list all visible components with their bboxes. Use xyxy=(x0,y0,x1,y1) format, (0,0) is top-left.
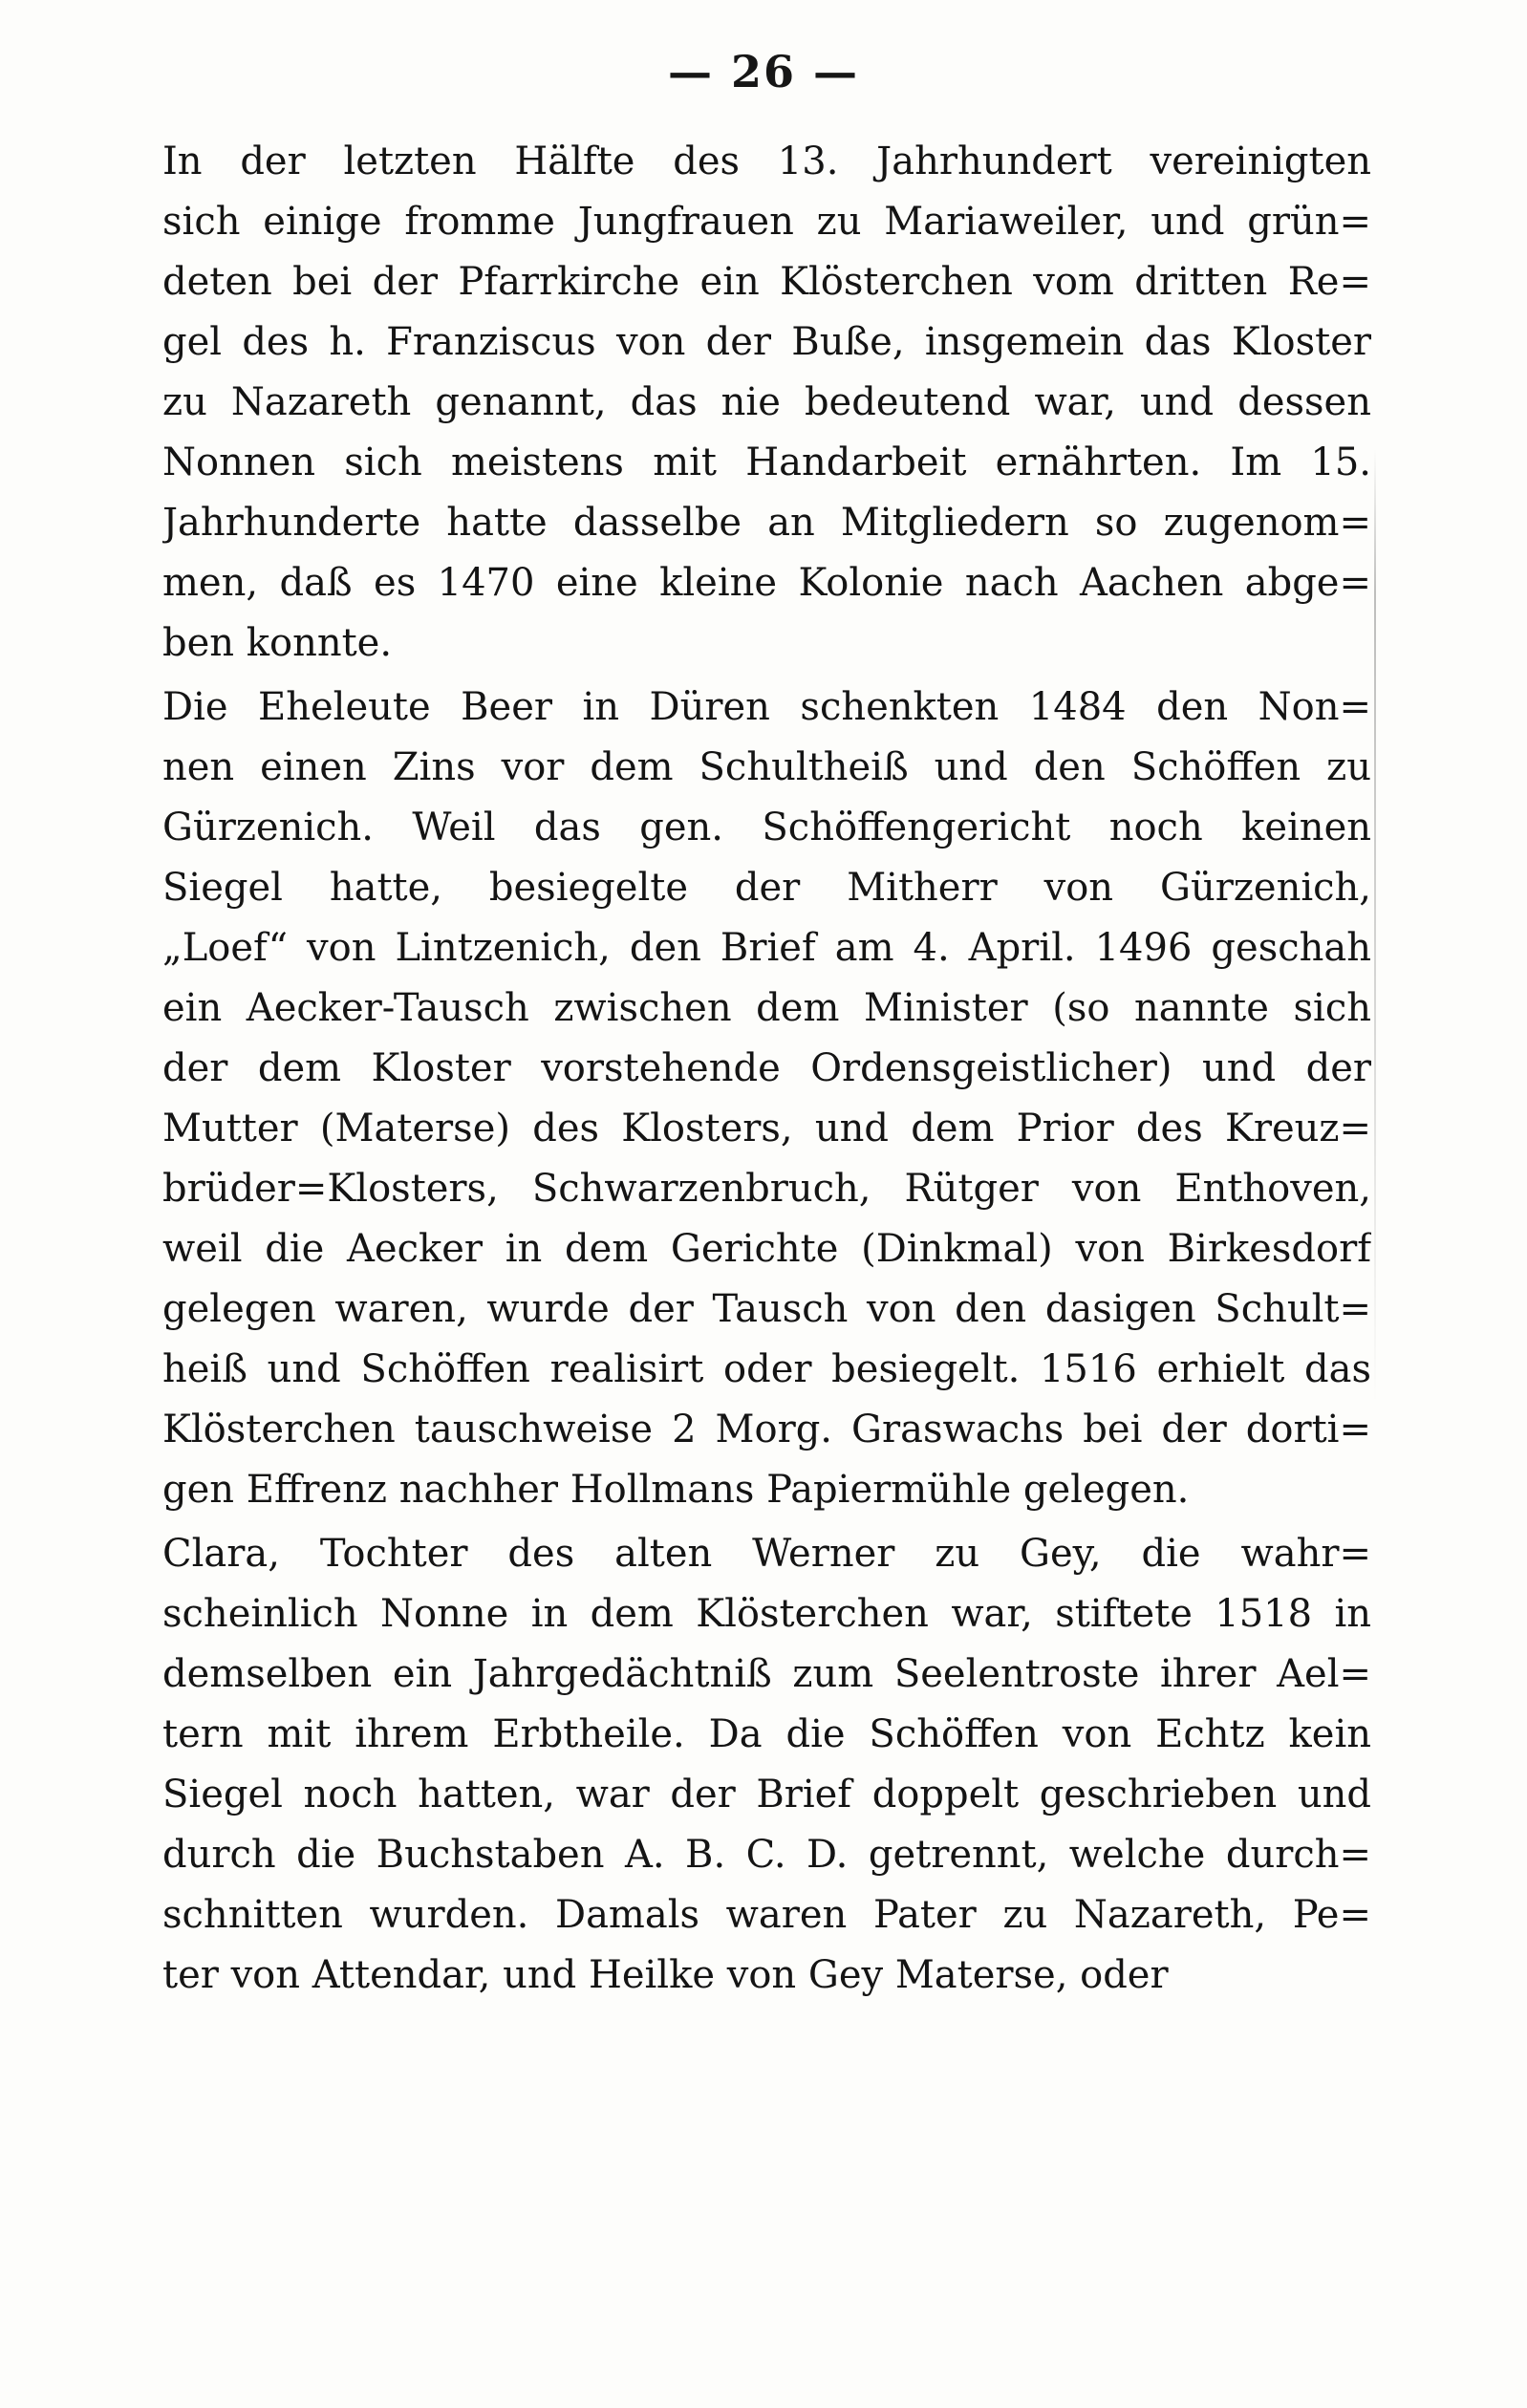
text-line: gel des h. Franziscus von der Buße, insgemein das Kloster xyxy=(162,320,1371,364)
text-line: Siegel hatte, besiegelte der Mitherr von Gürzenich, xyxy=(162,866,1371,910)
text-line: Clara, Tochter des alten Werner zu Gey, die wahr= xyxy=(162,1532,1371,1576)
text-line: ben konnte. xyxy=(162,621,393,665)
text-line: der dem Kloster vorstehende Ordensgeistlicher) und der xyxy=(162,1046,1371,1090)
text-line: „Loef“ von Lintzenich, den Brief am 4. April. 1496 geschah xyxy=(162,926,1371,970)
text-line: men, daß es 1470 eine kleine Kolonie nach Aachen abge= xyxy=(162,561,1371,605)
text-line: Die Eheleute Beer in Düren schenkten 1484 den Non= xyxy=(162,685,1371,729)
text-line: nen einen Zins vor dem Schultheiß und den Schöffen zu xyxy=(162,745,1371,789)
text-line: In der letzten Hälfte des 13. Jahrhundert vereinigten xyxy=(162,140,1371,183)
text-line: tern mit ihrem Erbtheile. Da die Schöffen von Echtz kein xyxy=(162,1712,1371,1756)
text-line: zu Nazareth genannt, das nie bedeutend war, und dessen xyxy=(162,380,1371,424)
text-line: brüder=Klosters, Schwarzenbruch, Rütger von Enthoven, xyxy=(162,1167,1371,1211)
text-line: weil die Aecker in dem Gerichte (Dinkmal) von Birkesdorf xyxy=(162,1227,1371,1271)
text-line: ein Aecker-Tausch zwischen dem Minister (so nannte sich xyxy=(162,986,1371,1030)
text-line: durch die Buchstaben A. B. C. D. getrennt, welche durch= xyxy=(162,1833,1371,1877)
paragraph-beer-endowment xyxy=(162,677,1371,1520)
page-number: — 26 — xyxy=(667,46,860,97)
text-line: deten bei der Pfarrkirche ein Klösterchen vom dritten Re= xyxy=(162,260,1371,304)
text-line: Jahrhunderte hatte dasselbe an Mitgliedern so zugenom= xyxy=(162,501,1371,545)
text-line: sich einige fromme Jungfrauen zu Mariaweiler, und grün= xyxy=(162,200,1371,244)
body-text xyxy=(162,132,1371,2006)
text-line: Mutter (Materse) des Klosters, und dem Prior des Kreuz= xyxy=(162,1107,1371,1150)
paragraph-nazareth-founding xyxy=(162,132,1371,674)
text-line: heiß und Schöffen realisirt oder besiegelt. 1516 erhielt das xyxy=(162,1347,1371,1391)
text-line: scheinlich Nonne in dem Klösterchen war, stiftete 1518 in xyxy=(162,1592,1371,1636)
text-line: schnitten wurden. Damals waren Pater zu Nazareth, Pe= xyxy=(162,1893,1371,1937)
paragraph-clara-foundation xyxy=(162,1524,1371,2006)
text-line: Gürzenich. Weil das gen. Schöffengericht noch keinen xyxy=(162,806,1371,849)
text-line: Nonnen sich meistens mit Handarbeit ernährten. Im 15. xyxy=(162,441,1371,484)
text-line: gelegen waren, wurde der Tausch von den dasigen Schult= xyxy=(162,1287,1371,1331)
text-line: gen Effrenz nachher Hollmans Papiermühle gelegen. xyxy=(162,1468,1190,1512)
text-line: ter von Attendar, und Heilke von Gey Materse, oder xyxy=(162,1953,1169,1997)
text-line: demselben ein Jahrgedächtniß zum Seelentroste ihrer Ael= xyxy=(162,1652,1371,1696)
text-line: Siegel noch hatten, war der Brief doppelt geschrieben und xyxy=(162,1773,1371,1817)
page-edge-shadow xyxy=(1374,449,1376,1405)
text-line: Klösterchen tauschweise 2 Morg. Graswachs bei der dorti= xyxy=(162,1408,1371,1451)
